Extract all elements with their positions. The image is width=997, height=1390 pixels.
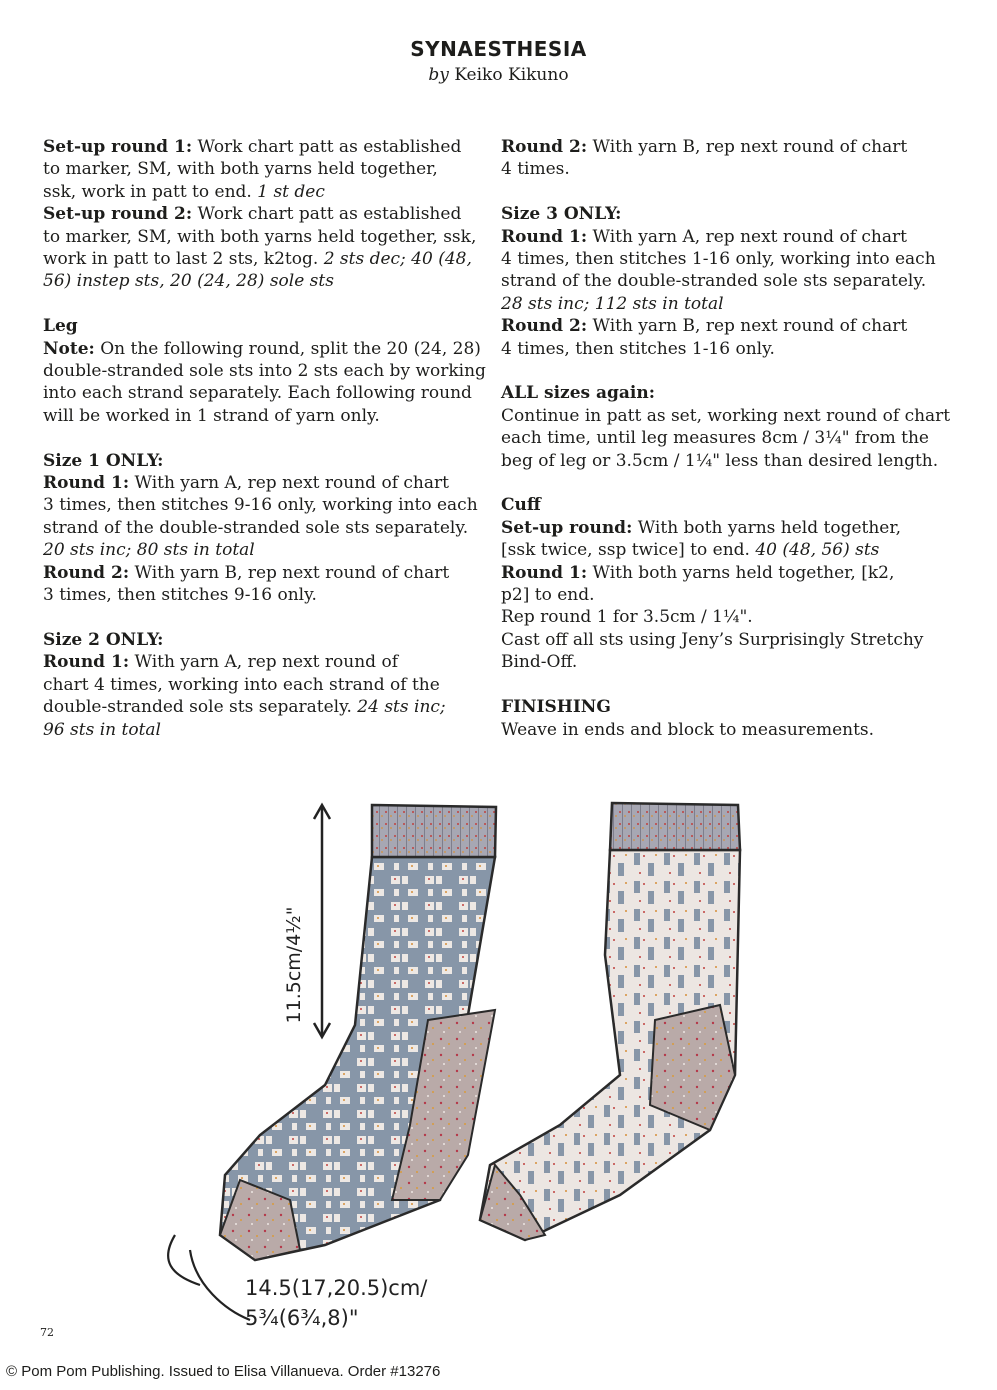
setup-rounds-section	[43, 136, 483, 293]
text-line: With yarn B, rep next round of chart	[129, 562, 450, 583]
foot-measure-label-2: 5¾(6¾,8)"	[245, 1306, 359, 1330]
stitch-count-note: 1 st dec	[257, 181, 325, 202]
text-line: 3 times, then stitches 9-16 only.	[43, 585, 317, 606]
right-sock-cuff	[610, 803, 740, 850]
size-2-round-2	[501, 136, 961, 181]
stitch-count-note: 56) instep sts, 20 (24, 28) sole sts	[43, 271, 334, 292]
foot-measure-label-1: 14.5(17,20.5)cm/	[245, 1276, 428, 1300]
text-line: to marker, SM, with both yarns held together,	[43, 159, 438, 180]
leg-measure-arrow	[314, 805, 330, 1037]
section-heading-size-1: Size 1 ONLY:	[43, 450, 164, 471]
setup-round-2-text: Work chart patt as established	[192, 204, 462, 225]
round-1-label: Round 1:	[43, 652, 130, 673]
text-line: p2] to end.	[501, 585, 595, 606]
text-line: strand of the double-stranded sole sts separately.	[501, 271, 927, 292]
leg-section	[43, 315, 486, 427]
section-heading-leg: Leg	[43, 316, 78, 337]
left-column	[43, 136, 486, 763]
text-line: chart 4 times, working into each strand of the	[43, 674, 440, 695]
text-line: 4 times.	[501, 159, 570, 180]
stitch-count-note: 2 sts dec; 40 (48,	[323, 249, 472, 270]
page-number: 72	[40, 1326, 54, 1339]
stitch-count-note: 96 sts in total	[43, 719, 161, 740]
finishing-section	[501, 696, 961, 741]
text-line: strand of the double-stranded sole sts separately.	[43, 517, 469, 538]
left-sock	[220, 805, 496, 1260]
section-heading-cuff: Cuff	[501, 495, 541, 516]
setup-round-1-label: Set-up round 1:	[43, 137, 193, 157]
left-sock-cuff	[372, 805, 496, 857]
text-line: With yarn A, rep next round of chart	[587, 226, 907, 247]
all-sizes-section	[501, 382, 961, 472]
text-line: With yarn A, rep next round of chart	[129, 473, 449, 494]
text-line: 4 times, then stitches 1-16 only.	[501, 338, 775, 359]
text-line: will be worked in 1 strand of yarn only.	[43, 405, 380, 426]
text-line: With yarn A, rep next round of	[129, 652, 398, 673]
section-heading-finishing: FINISHING	[501, 697, 611, 718]
size-1-section	[43, 450, 483, 607]
text-line: With both yarns held together,	[632, 517, 902, 538]
text-line: ssk, work in patt to end.	[43, 181, 258, 202]
text-line: With yarn B, rep next round of chart	[587, 316, 908, 337]
text-line: double-stranded sole sts separately.	[43, 697, 358, 718]
text-line: Continue in patt as set, working next round of chart	[501, 405, 951, 426]
right-column	[501, 136, 961, 763]
note-label: Note:	[43, 338, 95, 359]
right-sock	[480, 803, 740, 1240]
size-2-section	[43, 629, 483, 741]
section-heading-size-2: Size 2 ONLY:	[43, 629, 164, 650]
setup-round-2-label: Set-up round 2:	[43, 204, 193, 225]
round-2-label: Round 2:	[501, 316, 588, 337]
text-line: beg of leg or 3.5cm / 1¼" less than desired length.	[501, 450, 939, 471]
text-line: into each strand separately. Each following round	[43, 383, 472, 404]
cuff-section	[501, 494, 961, 673]
text-line: [ssk twice, ssp twice] to end.	[501, 540, 756, 561]
right-sock-heel	[650, 1005, 735, 1130]
byline	[0, 65, 997, 85]
designer-name: Keiko Kikuno	[454, 65, 569, 85]
stitch-count-note: 20 sts inc; 80 sts in total	[43, 540, 255, 561]
round-2-label: Round 2:	[501, 137, 588, 157]
section-heading-size-3: Size 3 ONLY:	[501, 204, 622, 225]
text-line: double-stranded sole sts into 2 sts each by working	[43, 361, 486, 382]
section-heading-all-sizes: ALL sizes again:	[501, 383, 656, 404]
leg-measure-label: 11.5cm/4½"	[283, 906, 305, 1024]
footer-copyright: © Pom Pom Publishing. Issued to Elisa Villanueva. Order #13276	[6, 1363, 441, 1380]
text-line: On the following round, split the 20 (24, 28)	[94, 338, 481, 359]
round-1-label: Round 1:	[43, 473, 130, 494]
text-line: Weave in ends and block to measurements.	[501, 719, 875, 740]
round-1-label: Round 1:	[501, 226, 588, 247]
text-line: Rep round 1 for 3.5cm / 1¼".	[501, 607, 753, 628]
byline-by: by	[428, 65, 449, 85]
stitch-count-note: 28 sts inc; 112 sts in total	[501, 293, 724, 314]
text-line: Bind-Off.	[501, 652, 578, 673]
round-2-label: Round 2:	[43, 562, 130, 583]
text-line: work in patt to last 2 sts, k2tog.	[43, 249, 324, 270]
text-line: 3 times, then stitches 9-16 only, working into each	[43, 495, 478, 516]
sock-illustration	[150, 795, 850, 1370]
setup-round-label: Set-up round:	[501, 517, 633, 538]
round-1-label: Round 1:	[501, 562, 588, 583]
text-line: to marker, SM, with both yarns held together, ssk,	[43, 226, 477, 247]
text-line: 4 times, then stitches 1-16 only, working into each	[501, 249, 936, 270]
text-line: each time, until leg measures 8cm / 3¼" from the	[501, 428, 929, 449]
page-title: SYNAESTHESIA	[410, 37, 587, 61]
size-3-section	[501, 203, 961, 360]
text-line: With yarn B, rep next round of chart	[587, 137, 908, 157]
stitch-count-note: 24 sts inc;	[357, 697, 446, 718]
text-line: With both yarns held together, [k2,	[587, 562, 895, 583]
text-line: Cast off all sts using Jeny’s Surprisingly Stretchy	[501, 629, 924, 650]
stitch-count-note: 40 (48, 56) sts	[755, 540, 880, 561]
setup-round-1-text: Work chart patt as established	[192, 137, 462, 157]
